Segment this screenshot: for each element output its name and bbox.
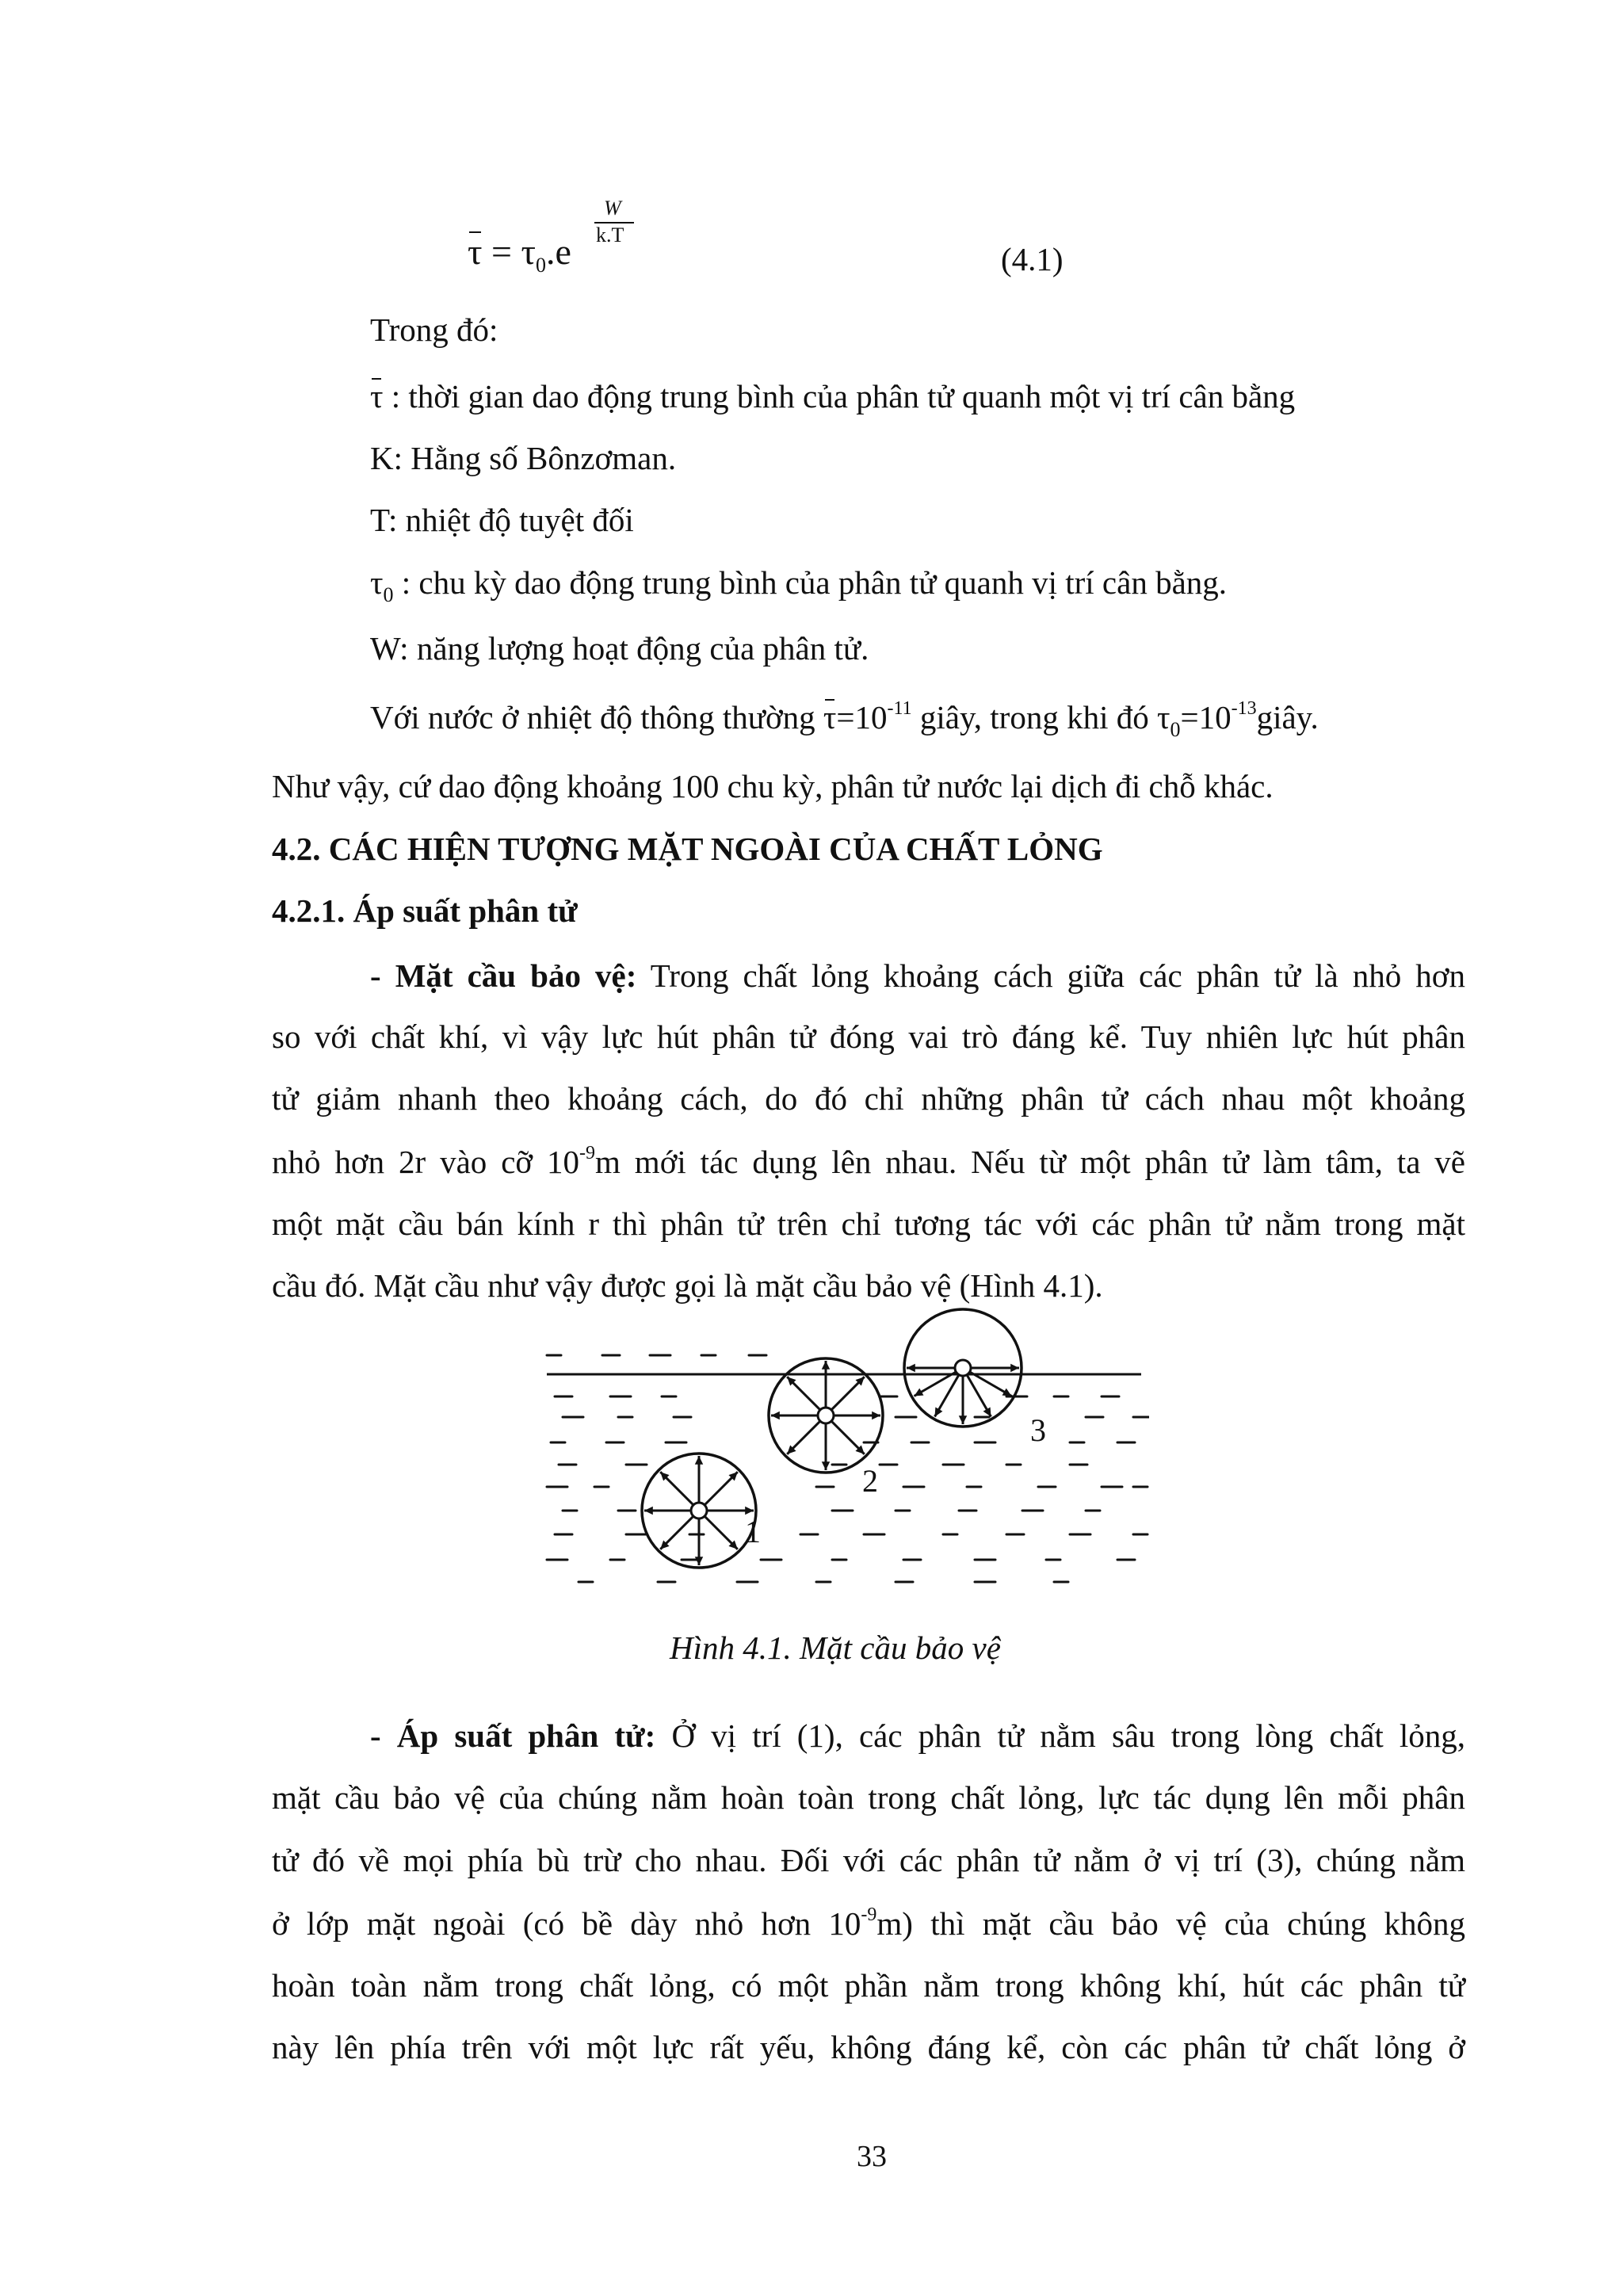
water-text-1: Với nước ở nhiệt độ thông thường <box>370 699 823 735</box>
water-line-1 <box>370 697 1319 743</box>
para2-text-4b: m) thì mặt cầu bảo vệ của chúng không <box>876 1905 1466 1942</box>
exponent-11: -11 <box>887 698 912 719</box>
para1-text-4a: nhỏ hơn 2r vào cỡ 10 <box>272 1144 579 1180</box>
para2-text-4a: ở lớp mặt ngoài (có bề dày nhỏ hơn 10 <box>272 1905 861 1942</box>
page-number: 33 <box>857 2140 887 2173</box>
molecule <box>818 1408 834 1423</box>
force-arrow-head <box>771 1412 780 1419</box>
label-position-2: 2 <box>862 1463 878 1499</box>
para2-line-2: mặt cầu bảo vệ của chúng nằm hoàn toàn trong chất lỏng, lực tác dụng lên mỗi phân <box>272 1779 1465 1816</box>
tau0-symbol: τ <box>370 564 384 601</box>
para1-line-2: so với chất khí, vì vậy lực hút phân tử đóng vai trò đáng kể. Tuy nhiên lực hút phân <box>272 1018 1465 1055</box>
tau0-subscript: 0 <box>383 583 394 606</box>
water-text-2: =10 <box>836 699 888 735</box>
tau0-subscript: 0 <box>535 254 546 277</box>
force-arrow-head <box>959 1415 967 1424</box>
exponent-13: -13 <box>1231 698 1257 719</box>
def-w: W: năng lượng hoạt động của phân tử. <box>370 630 869 667</box>
molecule <box>955 1360 971 1376</box>
tau-mean-symbol: τ <box>468 230 483 274</box>
def-tau-mean <box>370 376 1295 416</box>
dot-e: .e <box>545 231 571 272</box>
equals-sign: = <box>482 231 521 272</box>
bold-lead: - Mặt cầu bảo vệ: <box>370 957 637 994</box>
water-text-3: giây, trong khi đó τ <box>911 699 1170 735</box>
def-tau0-text: : chu kỳ dao động trung bình của phân tử quanh vị trí cân bằng. <box>393 564 1228 601</box>
para1-line-1 <box>370 956 1465 995</box>
bold-lead: - Áp suất phân tử: <box>370 1717 656 1754</box>
protective-sphere-figure <box>531 1308 1149 1593</box>
exponent-9: -9 <box>861 1904 877 1925</box>
water-line-2: Như vậy, cứ dao động khoảng 100 chu kỳ, phân tử nước lại dịch đi chỗ khác. <box>272 768 1274 804</box>
tau0-subscript: 0 <box>1170 718 1181 741</box>
force-arrow-head <box>1010 1364 1019 1372</box>
para2-text-1: Ở vị trí (1), các phân tử nằm sâu trong lòng chất lỏng, <box>655 1717 1465 1754</box>
sphere-position-3 <box>904 1309 1022 1427</box>
para1-line-3: tử giảm nhanh theo khoảng cách, do đó chỉ những phân tử cách nhau một khoảng <box>272 1080 1465 1117</box>
force-arrow-head <box>822 1461 830 1470</box>
water-text-5: giây. <box>1256 699 1319 735</box>
para2-line-5: hoàn toàn nằm trong chất lỏng, có một phần nằm trong không khí, hút các phân tử <box>272 1967 1465 2004</box>
molecule <box>691 1503 707 1519</box>
para2-line-3: tử đó về mọi phía bù trừ cho nhau. Đối với các phân tử nằm ở vị trí (3), chúng nằm <box>272 1842 1465 1878</box>
label-position-3: 3 <box>1030 1412 1046 1448</box>
label-position-1: 1 <box>745 1514 761 1549</box>
para2-line-1 <box>370 1716 1465 1755</box>
force-arrow-head <box>872 1412 880 1419</box>
force-arrow-head <box>907 1364 915 1372</box>
para2-line-6: này lên phía trên với một lực rất yếu, không đáng kể, còn các phân tử chất lỏng ở <box>272 2029 1465 2065</box>
force-arrow-head <box>822 1361 830 1370</box>
exponent-9: -9 <box>579 1143 595 1163</box>
exponent-denominator: k.T <box>596 223 624 246</box>
formula-main <box>468 230 571 280</box>
tau0-symbol: τ <box>521 231 536 272</box>
spheres-group <box>642 1309 1022 1568</box>
force-arrow-head <box>695 1557 703 1565</box>
para1-line-6: cầu đó. Mặt cầu như vậy được gọi là mặt cầu bảo vệ (Hình 4.1). <box>272 1267 1103 1304</box>
para1-text-1: Trong chất lỏng khoảng cách giữa các phân tử là nhỏ hơn <box>636 957 1465 994</box>
def-t: T: nhiệt độ tuyệt đối <box>370 502 634 538</box>
para2-line-4 <box>272 1904 1465 1949</box>
para1-line-5: một mặt cầu bán kính r thì phân tử trên chỉ tương tác với các phân tử nằm trong mặt <box>272 1205 1465 1242</box>
def-tau0 <box>370 563 1227 607</box>
formula-number: (4.1) <box>1001 241 1064 277</box>
force-arrow-head <box>644 1507 653 1515</box>
subsection-heading: 4.2.1. Áp suất phân tử <box>272 892 578 929</box>
water-text-4: =10 <box>1180 699 1232 735</box>
tau-mean-symbol: τ <box>370 378 384 415</box>
def-tau-text: : thời gian dao động trung bình của phân tử quanh một vị trí cân bằng <box>383 378 1296 415</box>
sphere-position-1 <box>642 1454 756 1568</box>
figure-caption: Hình 4.1. Mặt cầu bảo vệ <box>670 1629 1001 1666</box>
para1-line-4 <box>272 1142 1465 1187</box>
where-label: Trong đó: <box>370 311 498 348</box>
tau-mean-symbol: τ <box>823 699 837 735</box>
section-heading: 4.2. CÁC HIỆN TƯỢNG MẶT NGOÀI CỦA CHẤT LỎNG <box>272 831 1103 867</box>
sphere-position-2 <box>769 1358 883 1473</box>
def-k: K: Hằng số Bônzơman. <box>370 440 677 476</box>
exponent-numerator: W <box>604 197 621 220</box>
para1-text-4b: m mới tác dụng lên nhau. Nếu từ một phân tử làm tâm, ta vẽ <box>595 1144 1466 1180</box>
force-arrow-head <box>695 1456 703 1465</box>
